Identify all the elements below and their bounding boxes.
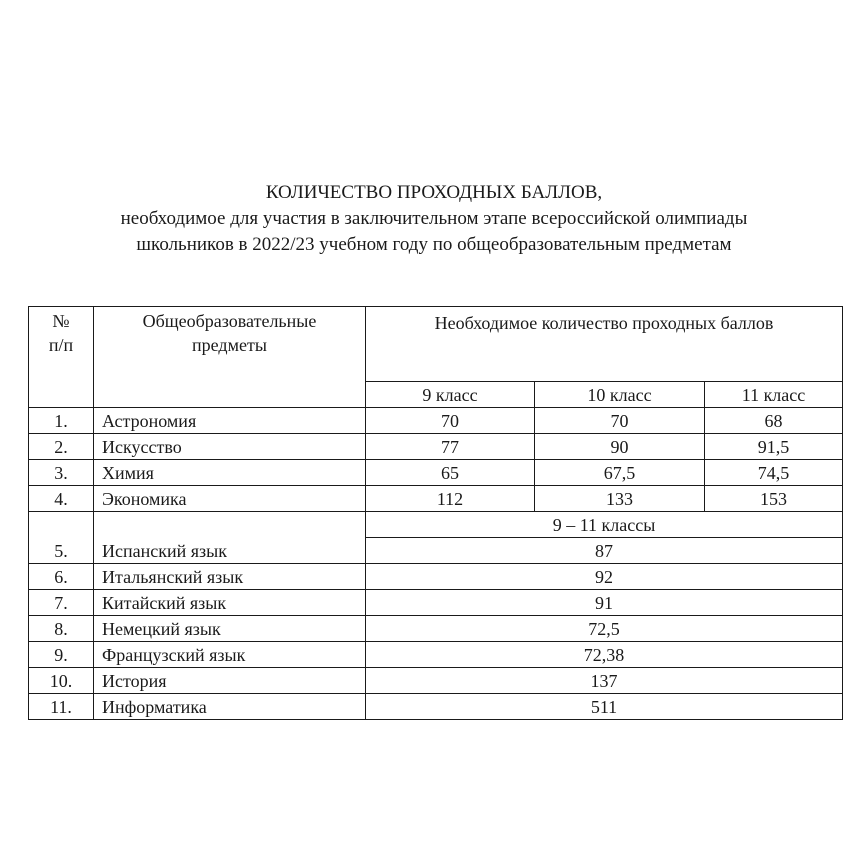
score-combined: 511: [366, 694, 843, 720]
header-grade-11: 11 класс: [705, 382, 843, 408]
row-number: 5.: [29, 512, 94, 564]
row-number: 10.: [29, 668, 94, 694]
header-grade-10: 10 класс: [535, 382, 705, 408]
header-subject-line-1: Общеобразовательные: [142, 311, 317, 331]
row-number: 4.: [29, 486, 94, 512]
header-grades-combined: 9 – 11 классы: [366, 512, 843, 538]
row-number: 3.: [29, 460, 94, 486]
header-number-abbr: п/п: [48, 335, 74, 355]
header-row: [29, 307, 843, 382]
score-combined: 87: [366, 538, 843, 564]
header-subject: [94, 307, 366, 408]
row-number: 1.: [29, 408, 94, 434]
passing-scores-table: [28, 306, 843, 720]
table-row: [29, 460, 843, 486]
title-line-3: школьников в 2022/23 учебном году по общеобразовательным предметам: [136, 234, 732, 255]
row-subject: История: [94, 668, 366, 694]
score-combined: 72,5: [366, 616, 843, 642]
score-grade-9: 112: [366, 486, 535, 512]
row-subject: Экономика: [94, 486, 366, 512]
score-combined: 91: [366, 590, 843, 616]
table-row: [29, 642, 843, 668]
score-grade-11: 74,5: [705, 460, 843, 486]
score-grade-10: 67,5: [535, 460, 705, 486]
row-subject: Астрономия: [94, 408, 366, 434]
table-row: [29, 616, 843, 642]
row-subject: Немецкий язык: [94, 616, 366, 642]
header-subject-line-2: предметы: [192, 335, 267, 355]
table-row: [29, 486, 843, 512]
table-row: [29, 512, 843, 538]
row-subject: Испанский язык: [94, 512, 366, 564]
row-number: 8.: [29, 616, 94, 642]
score-combined: 137: [366, 668, 843, 694]
score-grade-9: 70: [366, 408, 535, 434]
row-subject: Химия: [94, 460, 366, 486]
score-grade-10: 70: [535, 408, 705, 434]
score-grade-9: 77: [366, 434, 535, 460]
row-number: 11.: [29, 694, 94, 720]
table-row: [29, 668, 843, 694]
row-subject: Информатика: [94, 694, 366, 720]
header-grade-9: 9 класс: [366, 382, 535, 408]
score-combined: 92: [366, 564, 843, 590]
row-subject: Итальянский язык: [94, 564, 366, 590]
row-number: 2.: [29, 434, 94, 460]
row-subject: Искусство: [94, 434, 366, 460]
score-grade-11: 91,5: [705, 434, 843, 460]
title-line-1: КОЛИЧЕСТВО ПРОХОДНЫХ БАЛЛОВ,: [265, 182, 603, 203]
score-grade-9: 65: [366, 460, 535, 486]
score-grade-10: 133: [535, 486, 705, 512]
row-number: 6.: [29, 564, 94, 590]
header-number: [29, 307, 94, 408]
score-grade-11: 153: [705, 486, 843, 512]
row-number: 7.: [29, 590, 94, 616]
score-combined: 72,38: [366, 642, 843, 668]
score-grade-11: 68: [705, 408, 843, 434]
document-heading: [0, 180, 868, 258]
table-row: [29, 694, 843, 720]
table-row: [29, 564, 843, 590]
score-grade-10: 90: [535, 434, 705, 460]
table-row: [29, 408, 843, 434]
row-subject: Китайский язык: [94, 590, 366, 616]
table-row: [29, 434, 843, 460]
row-subject: Французский язык: [94, 642, 366, 668]
header-number-symbol: №: [52, 311, 70, 331]
title-line-2: необходимое для участия в заключительном этапе всероссийской олимпиады: [120, 208, 748, 229]
table-row: [29, 590, 843, 616]
header-required-scores: Необходимое количество проходных баллов: [366, 307, 843, 382]
row-number: 9.: [29, 642, 94, 668]
